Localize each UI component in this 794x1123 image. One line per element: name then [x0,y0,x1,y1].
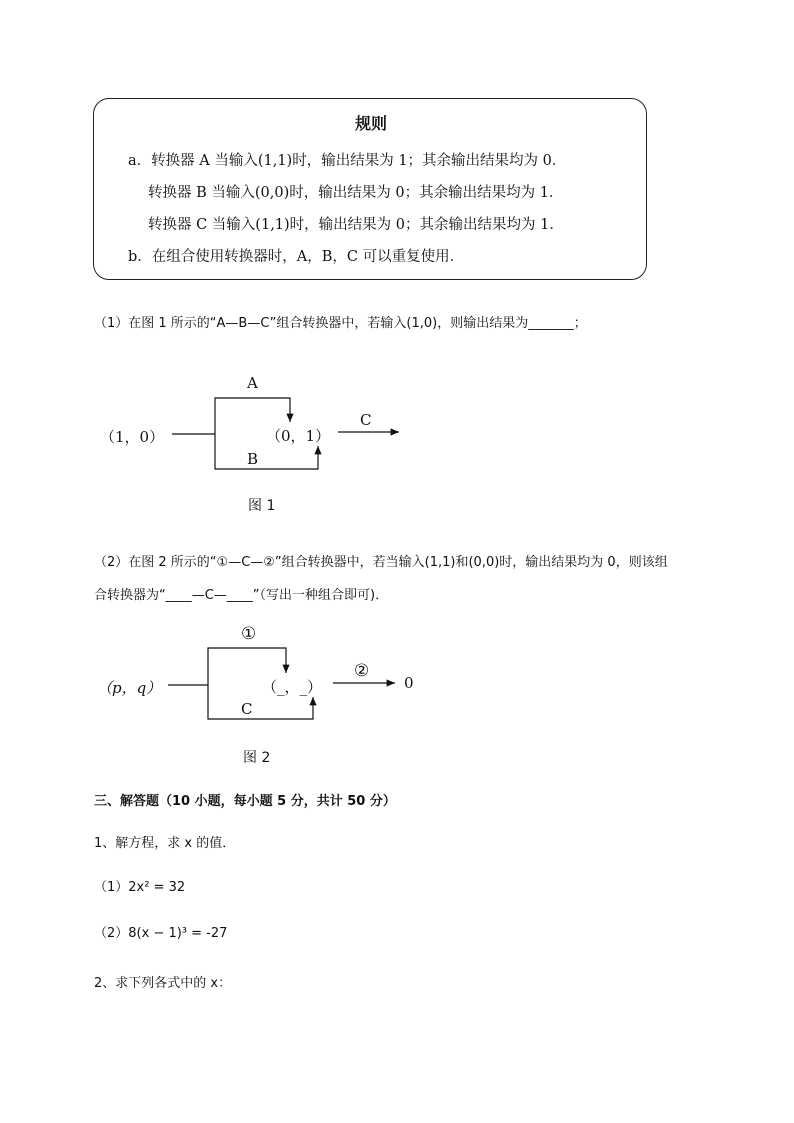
rule-c: 转换器 C 当输入(1,1)时，输出结果为 0；其余输出结果均为 1． [148,217,564,233]
fig2-caption: 图 2 [243,750,271,766]
fig2-output: 0 [404,674,414,692]
fig2-right-label: ② [354,661,370,681]
fig1-right-label: C [360,411,372,429]
fig1-bottom-label: B [247,450,259,468]
fig1-input: （1，0） [100,428,165,446]
fig2-middle: （_，_） [262,678,323,696]
problem-1-part-2: （2）8(x − 1)³ = -27 [94,926,228,941]
fig1-middle: （0，1） [266,427,331,445]
question-2-line1: （2）在图 2 所示的“①—C—②”组合转换器中，若当输入(1,1)和(0,0)时，输出结果均为 0，则该组 [94,555,668,570]
fig2-input: （p，q） [97,679,162,697]
question-1: （1）在图 1 所示的“A—B—C”组合转换器中，若输入(1,0)，则输出结果为_______； [94,316,587,331]
fig1-caption: 图 1 [248,498,276,514]
rule-b: 转换器 B 当输入(0,0)时，输出结果为 0；其余输出结果均为 1． [148,185,564,201]
question-2-line2: 合转换器为“____—C—____”（写出一种组合即可)． [94,588,389,603]
problem-1-part-1: （1）2x² = 32 [94,880,186,895]
rules-title: 规则 [354,114,387,133]
problem-1: 1、解方程，求 x 的值． [94,836,236,851]
problem-2: 2、求下列各式中的 x： [94,976,232,991]
section-3-heading: 三、解答题（10 小题，每小题 5 分，共计 50 分） [94,794,396,809]
rule-a: a．转换器 A 当输入(1,1)时，输出结果为 1；其余输出结果均为 0． [128,153,567,169]
rule-d: b．在组合使用转换器时，A，B，C 可以重复使用． [128,249,465,265]
fig1-top-label: A [247,374,258,392]
fig2-bottom-label: C [241,700,253,718]
fig2-top-label: ① [241,624,257,644]
